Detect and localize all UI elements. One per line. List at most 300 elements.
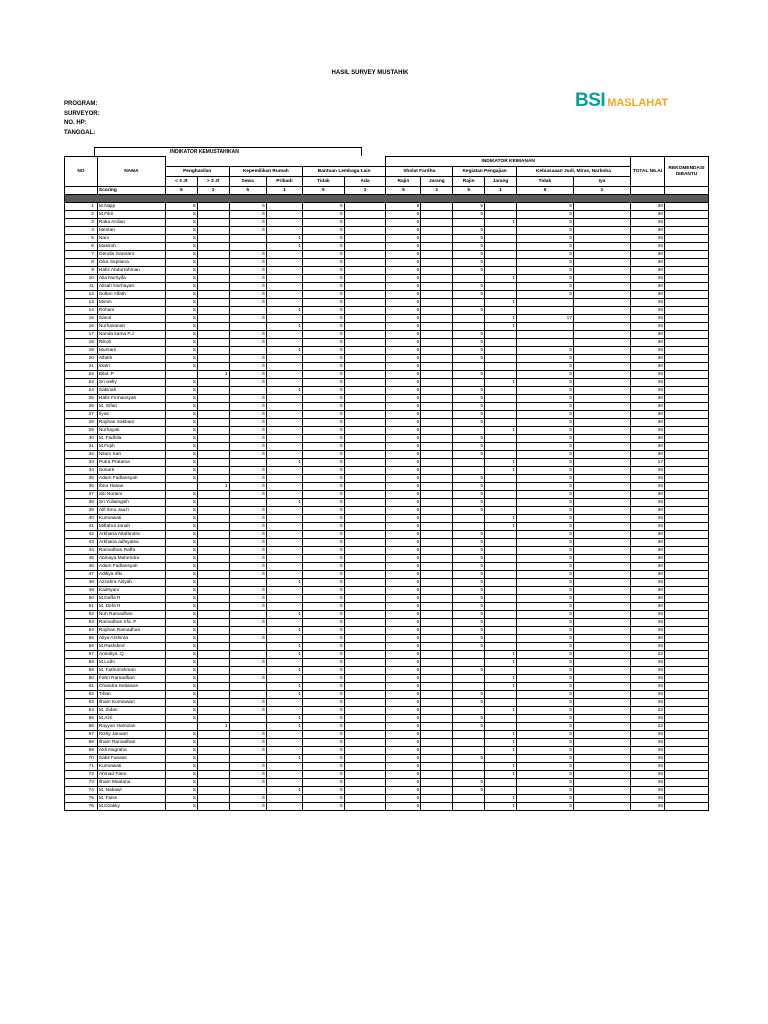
row-score-cell xyxy=(453,379,485,387)
col-bantuan: Bantuan Lembaga Lain xyxy=(303,167,386,177)
row-score-cell: 1 xyxy=(266,643,302,651)
table-row xyxy=(65,731,709,739)
row-score-cell: 5 xyxy=(386,283,421,291)
row-score-cell: 5 xyxy=(386,491,421,499)
row-number: 23 xyxy=(65,379,98,387)
row-score-cell: 5 xyxy=(516,451,573,459)
row-score-cell xyxy=(229,667,266,675)
row-score-cell xyxy=(573,763,630,771)
row-name: Nurhasanah xyxy=(97,323,165,331)
row-score-cell xyxy=(573,651,630,659)
row-number: 26 xyxy=(65,403,98,411)
row-score-cell: 5 xyxy=(303,331,345,339)
survey-table xyxy=(64,156,709,811)
row-number: 35 xyxy=(65,475,98,483)
row-score-cell: 5 xyxy=(165,419,197,427)
col-penghasilan: Penghasilan xyxy=(165,167,229,177)
row-score-cell xyxy=(573,555,630,563)
row-total: 26 xyxy=(631,427,665,435)
row-total: 26 xyxy=(631,667,665,675)
row-score-cell: 5 xyxy=(303,475,345,483)
table-row xyxy=(65,723,709,731)
row-name: Chandra Setiawan xyxy=(97,683,165,691)
row-score-cell: 5 xyxy=(165,795,197,803)
row-score-cell: 5 xyxy=(386,603,421,611)
row-score-cell: 5 xyxy=(386,779,421,787)
row-score-cell xyxy=(197,595,229,603)
row-score-cell: 5 xyxy=(165,651,197,659)
row-rekomendasi xyxy=(665,715,709,723)
row-score-cell: 5 xyxy=(516,203,573,211)
row-score-cell: 5 xyxy=(386,347,421,355)
row-score-cell: 5 xyxy=(453,235,485,243)
row-total: 30 xyxy=(631,547,665,555)
row-score-cell: 1 xyxy=(197,483,229,491)
row-score-cell: 1 xyxy=(266,499,302,507)
row-score-cell: 5 xyxy=(516,347,573,355)
row-score-cell: 5 xyxy=(386,251,421,259)
row-number: 41 xyxy=(65,523,98,531)
row-score-cell: 5 xyxy=(303,403,345,411)
subheader-cell: < 3 Jt xyxy=(165,177,197,187)
row-number: 61 xyxy=(65,683,98,691)
row-score-cell xyxy=(485,699,517,707)
row-score-cell: 5 xyxy=(386,635,421,643)
row-score-cell xyxy=(229,651,266,659)
row-rekomendasi xyxy=(665,747,709,755)
row-name: M.Daffa R xyxy=(97,595,165,603)
row-score-cell xyxy=(197,667,229,675)
table-row xyxy=(65,203,709,211)
row-score-cell xyxy=(344,379,386,387)
row-name: Siti Nuraini xyxy=(97,491,165,499)
row-name: Hafiz Abdurrahman xyxy=(97,267,165,275)
row-score-cell: 5 xyxy=(386,771,421,779)
row-score-cell xyxy=(197,475,229,483)
row-score-cell xyxy=(485,635,517,643)
row-total: 26 xyxy=(631,523,665,531)
row-score-cell: 5 xyxy=(386,723,421,731)
row-rekomendasi xyxy=(665,563,709,571)
row-score-cell: 1 xyxy=(485,771,517,779)
row-score-cell xyxy=(197,259,229,267)
row-score-cell xyxy=(266,603,302,611)
row-number: 69 xyxy=(65,747,98,755)
row-number: 25 xyxy=(65,395,98,403)
row-score-cell: 5 xyxy=(303,699,345,707)
row-score-cell: 5 xyxy=(165,643,197,651)
row-score-cell: 5 xyxy=(386,563,421,571)
row-total: 30 xyxy=(631,451,665,459)
row-rekomendasi xyxy=(665,723,709,731)
row-score-cell xyxy=(421,403,453,411)
table-row xyxy=(65,699,709,707)
row-score-cell: 5 xyxy=(303,411,345,419)
row-score-cell: 5 xyxy=(516,619,573,627)
row-number: 5 xyxy=(65,235,98,243)
row-score-cell: 1 xyxy=(485,275,517,283)
row-score-cell xyxy=(573,739,630,747)
row-score-cell xyxy=(421,379,453,387)
row-score-cell: 5 xyxy=(516,235,573,243)
row-score-cell: 5 xyxy=(453,579,485,587)
row-score-cell xyxy=(344,315,386,323)
row-score-cell: 5 xyxy=(453,563,485,571)
row-score-cell xyxy=(197,227,229,235)
row-score-cell: 5 xyxy=(165,803,197,811)
row-score-cell xyxy=(266,803,302,811)
row-rekomendasi xyxy=(665,339,709,347)
table-row xyxy=(65,491,709,499)
row-rekomendasi xyxy=(665,651,709,659)
row-name: Alisah Nurhayati xyxy=(97,283,165,291)
subheader-cell: Sewa xyxy=(229,177,266,187)
row-score-cell: 5 xyxy=(229,707,266,715)
row-score-cell xyxy=(453,363,485,371)
table-row xyxy=(65,227,709,235)
row-score-cell xyxy=(573,475,630,483)
row-score-cell xyxy=(344,523,386,531)
row-score-cell: 5 xyxy=(229,795,266,803)
row-number: 66 xyxy=(65,723,98,731)
row-score-cell xyxy=(266,547,302,555)
row-score-cell: 5 xyxy=(165,315,197,323)
row-score-cell xyxy=(421,563,453,571)
row-score-cell: 5 xyxy=(303,211,345,219)
row-score-cell: 5 xyxy=(516,483,573,491)
row-total: 26 xyxy=(631,379,665,387)
row-name: Aliya Arshinta xyxy=(97,635,165,643)
table-row xyxy=(65,379,709,387)
row-score-cell: 5 xyxy=(516,763,573,771)
row-number: 8 xyxy=(65,259,98,267)
row-total: 26 xyxy=(631,315,665,323)
table-row xyxy=(65,419,709,427)
row-score-cell xyxy=(485,395,517,403)
row-score-cell: 5 xyxy=(303,779,345,787)
row-rekomendasi xyxy=(665,611,709,619)
row-score-cell: 5 xyxy=(386,371,421,379)
row-score-cell: 5 xyxy=(386,803,421,811)
row-score-cell xyxy=(485,547,517,555)
row-score-cell: 5 xyxy=(516,739,573,747)
row-score-cell xyxy=(421,315,453,323)
row-score-cell: 5 xyxy=(165,227,197,235)
row-score-cell xyxy=(197,675,229,683)
row-score-cell: 5 xyxy=(516,707,573,715)
table-row xyxy=(65,619,709,627)
row-score-cell xyxy=(421,235,453,243)
row-score-cell: 5 xyxy=(165,275,197,283)
row-score-cell xyxy=(573,403,630,411)
table-row xyxy=(65,363,709,371)
table-row xyxy=(65,435,709,443)
row-total: 30 xyxy=(631,571,665,579)
row-score-cell xyxy=(485,451,517,459)
row-score-cell xyxy=(485,371,517,379)
row-score-cell xyxy=(453,275,485,283)
row-score-cell xyxy=(344,683,386,691)
row-score-cell xyxy=(197,651,229,659)
row-score-cell: 5 xyxy=(165,355,197,363)
row-score-cell xyxy=(485,235,517,243)
row-score-cell xyxy=(421,467,453,475)
row-number: 21 xyxy=(65,363,98,371)
row-score-cell: 5 xyxy=(386,579,421,587)
row-score-cell xyxy=(266,355,302,363)
scoring-cell: 5 xyxy=(303,187,345,195)
row-number: 30 xyxy=(65,435,98,443)
row-score-cell: 5 xyxy=(386,411,421,419)
row-score-cell xyxy=(485,339,517,347)
row-score-cell xyxy=(344,563,386,571)
row-total: 26 xyxy=(631,699,665,707)
row-score-cell: 5 xyxy=(453,435,485,443)
row-score-cell xyxy=(344,371,386,379)
row-score-cell xyxy=(573,779,630,787)
row-total: 26 xyxy=(631,787,665,795)
row-score-cell xyxy=(573,491,630,499)
row-score-cell xyxy=(573,419,630,427)
table-row xyxy=(65,715,709,723)
row-score-cell xyxy=(229,307,266,315)
row-score-cell xyxy=(344,459,386,467)
row-score-cell: 5 xyxy=(516,507,573,515)
row-score-cell: 5 xyxy=(386,587,421,595)
row-score-cell: 5 xyxy=(165,635,197,643)
row-score-cell xyxy=(421,475,453,483)
row-rekomendasi xyxy=(665,787,709,795)
row-score-cell xyxy=(344,435,386,443)
row-score-cell xyxy=(344,651,386,659)
row-rekomendasi xyxy=(665,803,709,811)
row-score-cell xyxy=(421,227,453,235)
row-score-cell: 5 xyxy=(386,307,421,315)
row-score-cell: 5 xyxy=(303,739,345,747)
row-score-cell: 5 xyxy=(516,635,573,643)
table-row xyxy=(65,531,709,539)
table-row xyxy=(65,691,709,699)
row-score-cell: 5 xyxy=(516,611,573,619)
indikator-keimanan-label: INDIKATOR KEIMANAN xyxy=(386,157,631,167)
row-score-cell xyxy=(197,795,229,803)
row-score-cell xyxy=(485,723,517,731)
row-score-cell: 5 xyxy=(229,515,266,523)
col-rekomendasi: REKOMENDASI DIBANTU xyxy=(665,157,709,187)
row-score-cell xyxy=(485,563,517,571)
row-score-cell xyxy=(165,483,197,491)
row-name: Ramadhan Raffa xyxy=(97,547,165,555)
row-score-cell: 5 xyxy=(165,771,197,779)
row-score-cell: 5 xyxy=(516,275,573,283)
row-score-cell: 5 xyxy=(165,603,197,611)
row-total: 30 xyxy=(631,491,665,499)
row-score-cell xyxy=(421,299,453,307)
row-score-cell xyxy=(197,243,229,251)
row-score-cell: 5 xyxy=(165,675,197,683)
row-rekomendasi xyxy=(665,555,709,563)
row-score-cell: 5 xyxy=(229,739,266,747)
row-name: Ahmad Fatoi xyxy=(97,771,165,779)
row-rekomendasi xyxy=(665,795,709,803)
row-score-cell xyxy=(266,443,302,451)
row-score-cell: 1 xyxy=(266,611,302,619)
row-score-cell: 5 xyxy=(516,211,573,219)
row-score-cell: 1 xyxy=(266,243,302,251)
row-total: 30 xyxy=(631,203,665,211)
row-score-cell xyxy=(344,291,386,299)
row-rekomendasi xyxy=(665,579,709,587)
row-score-cell: 1 xyxy=(485,803,517,811)
row-score-cell: 5 xyxy=(303,275,345,283)
row-score-cell: 5 xyxy=(229,563,266,571)
row-score-cell xyxy=(266,707,302,715)
row-score-cell: 5 xyxy=(165,323,197,331)
row-score-cell xyxy=(421,619,453,627)
row-score-cell: 5 xyxy=(229,267,266,275)
row-total: 26 xyxy=(631,347,665,355)
row-total: 26 xyxy=(631,779,665,787)
row-score-cell: 1 xyxy=(266,307,302,315)
row-total: 26 xyxy=(631,763,665,771)
row-score-cell: 5 xyxy=(303,579,345,587)
row-score-cell: 5 xyxy=(165,267,197,275)
row-score-cell xyxy=(229,691,266,699)
row-total: 26 xyxy=(631,467,665,475)
row-score-cell xyxy=(344,603,386,611)
row-number: 46 xyxy=(65,563,98,571)
row-name: Ilham Maulana xyxy=(97,779,165,787)
row-score-cell xyxy=(197,299,229,307)
row-score-cell: 5 xyxy=(516,443,573,451)
row-score-cell: 5 xyxy=(303,363,345,371)
row-score-cell: 5 xyxy=(165,499,197,507)
row-score-cell xyxy=(573,587,630,595)
row-score-cell: 5 xyxy=(453,491,485,499)
row-score-cell xyxy=(266,371,302,379)
row-score-cell: 5 xyxy=(453,483,485,491)
row-rekomendasi xyxy=(665,771,709,779)
row-score-cell: 5 xyxy=(453,611,485,619)
row-score-cell xyxy=(573,619,630,627)
row-score-cell xyxy=(421,595,453,603)
row-score-cell: 5 xyxy=(516,771,573,779)
table-row xyxy=(65,771,709,779)
row-score-cell xyxy=(573,371,630,379)
row-score-cell xyxy=(573,283,630,291)
row-score-cell xyxy=(421,451,453,459)
row-rekomendasi xyxy=(665,467,709,475)
row-score-cell xyxy=(344,643,386,651)
scoring-empty-cell xyxy=(631,187,665,195)
row-score-cell: 5 xyxy=(303,683,345,691)
row-score-cell xyxy=(266,475,302,483)
row-score-cell xyxy=(421,459,453,467)
row-score-cell: 5 xyxy=(453,411,485,419)
col-judi: Kebiasaaan Judi, Miras, Narkoba xyxy=(516,167,630,177)
subheader-cell: Rajin xyxy=(386,177,421,187)
row-score-cell xyxy=(421,707,453,715)
row-score-cell xyxy=(344,283,386,291)
row-total: 26 xyxy=(631,243,665,251)
row-rekomendasi xyxy=(665,675,709,683)
row-total: 26 xyxy=(631,755,665,763)
row-score-cell: 5 xyxy=(165,443,197,451)
row-score-cell xyxy=(453,771,485,779)
row-total: 30 xyxy=(631,587,665,595)
row-score-cell: 5 xyxy=(303,523,345,531)
separator-bar xyxy=(65,195,709,203)
row-score-cell xyxy=(197,755,229,763)
row-score-cell: 5 xyxy=(165,747,197,755)
row-score-cell xyxy=(573,299,630,307)
row-score-cell xyxy=(229,683,266,691)
row-number: 39 xyxy=(65,507,98,515)
subheader-cell: Pribadi xyxy=(266,177,302,187)
row-score-cell: 5 xyxy=(386,219,421,227)
table-row xyxy=(65,755,709,763)
row-score-cell xyxy=(573,523,630,531)
row-score-cell xyxy=(421,347,453,355)
row-score-cell xyxy=(197,267,229,275)
row-score-cell xyxy=(485,627,517,635)
row-rekomendasi xyxy=(665,731,709,739)
row-total: 26 xyxy=(631,475,665,483)
row-score-cell: 5 xyxy=(516,627,573,635)
row-number: 31 xyxy=(65,443,98,451)
table-row xyxy=(65,411,709,419)
row-score-cell: 5 xyxy=(516,723,573,731)
row-score-cell xyxy=(421,443,453,451)
row-score-cell xyxy=(421,219,453,227)
table-row xyxy=(65,603,709,611)
row-score-cell: 5 xyxy=(165,707,197,715)
row-total: 22 xyxy=(631,651,665,659)
row-number: 32 xyxy=(65,451,98,459)
row-score-cell: 5 xyxy=(229,339,266,347)
row-score-cell xyxy=(573,691,630,699)
row-score-cell xyxy=(573,571,630,579)
row-score-cell: 5 xyxy=(386,595,421,603)
row-rekomendasi xyxy=(665,635,709,643)
row-score-cell: 5 xyxy=(165,507,197,515)
row-score-cell xyxy=(573,635,630,643)
row-score-cell: 5 xyxy=(516,387,573,395)
scoring-cell: 1 xyxy=(197,187,229,195)
row-score-cell xyxy=(453,515,485,523)
row-total: 26 xyxy=(631,307,665,315)
row-score-cell: 5 xyxy=(165,579,197,587)
row-score-cell: 5 xyxy=(229,275,266,283)
row-score-cell xyxy=(573,707,630,715)
row-score-cell xyxy=(516,339,573,347)
row-name: Masiroh xyxy=(97,243,165,251)
row-score-cell: 5 xyxy=(229,595,266,603)
row-number: 74 xyxy=(65,787,98,795)
row-score-cell xyxy=(229,755,266,763)
row-rekomendasi xyxy=(665,203,709,211)
row-total: 26 xyxy=(631,803,665,811)
row-score-cell: 5 xyxy=(453,395,485,403)
row-name: Adam Fadlansyah xyxy=(97,563,165,571)
row-score-cell: 5 xyxy=(303,371,345,379)
row-score-cell xyxy=(485,355,517,363)
row-score-cell: 5 xyxy=(453,635,485,643)
row-score-cell: 5 xyxy=(165,667,197,675)
row-score-cell xyxy=(453,467,485,475)
row-number: 27 xyxy=(65,411,98,419)
row-score-cell xyxy=(485,347,517,355)
